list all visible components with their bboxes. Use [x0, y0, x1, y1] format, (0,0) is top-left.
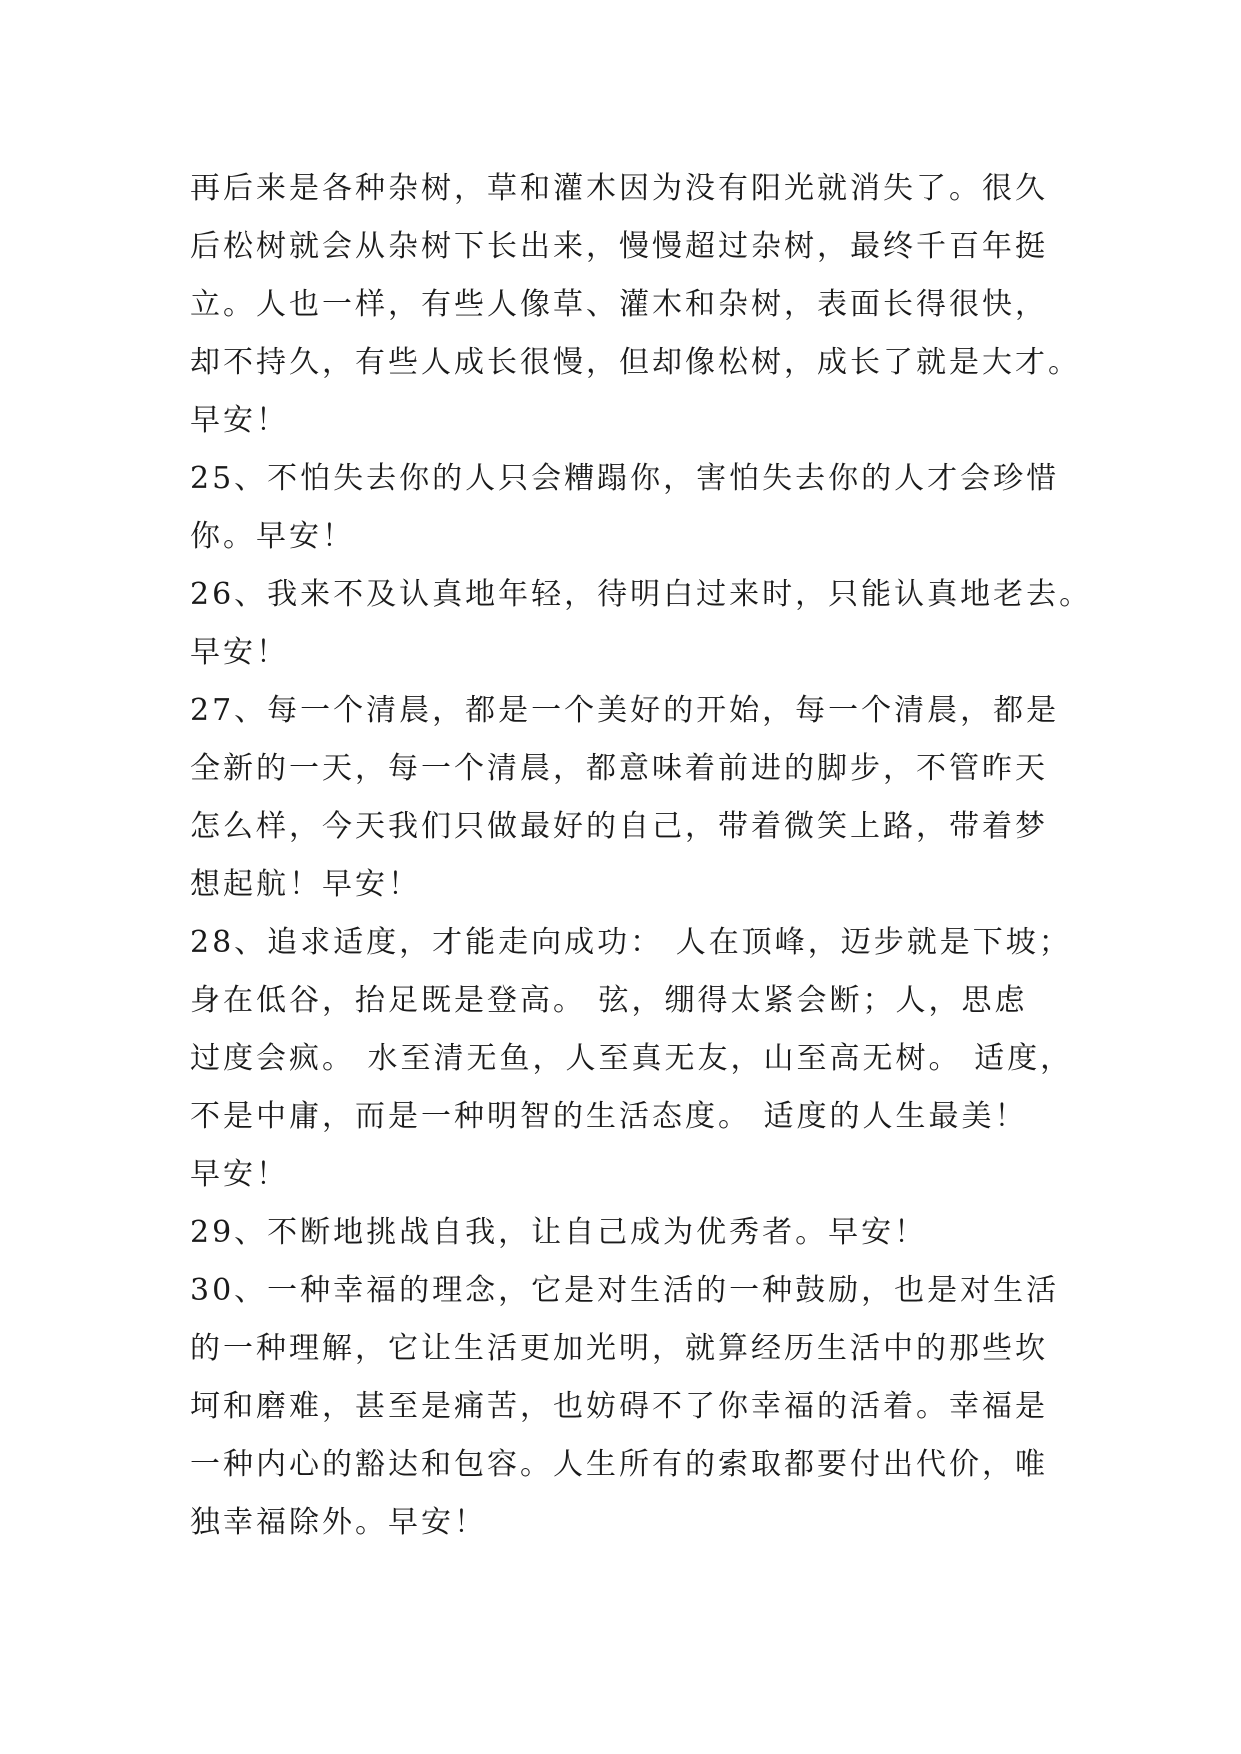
- text-line: 想起航！早安！: [190, 867, 421, 902]
- text-line: 怎么样，今天我们只做最好的自己，带着微笑上路，带着梦: [190, 809, 1048, 844]
- text-line: 后松树就会从杂树下长出来，慢慢超过杂树，最终千百年挺: [190, 229, 1048, 264]
- text-line: 全新的一天，每一个清晨，都意味着前进的脚步，不管昨天: [190, 751, 1048, 786]
- text-line: 你。早安！: [190, 519, 355, 554]
- document-page: [190, 160, 1093, 1552]
- text-line: 过度会疯。 水至清无鱼，人至真无友，山至高无树。 适度，: [190, 1041, 1074, 1076]
- text-line: 不是中庸，而是一种明智的生活态度。 适度的人生最美！: [190, 1099, 1028, 1134]
- text-line: 27、每一个清晨，都是一个美好的开始，每一个清晨，都是: [190, 693, 1060, 728]
- text-line: 立。人也一样，有些人像草、灌木和杂树，表面长得很快，: [190, 287, 1048, 322]
- text-line: 一种内心的豁达和包容。人生所有的索取都要付出代价，唯: [190, 1447, 1048, 1482]
- text-line: 早安！: [190, 635, 289, 670]
- text-line: 再后来是各种杂树，草和灌木因为没有阳光就消失了。很久: [190, 171, 1048, 206]
- text-line: 早安！: [190, 403, 289, 438]
- text-line: 25、不怕失去你的人只会糟蹋你，害怕失去你的人才会珍惜: [190, 461, 1060, 496]
- text-line: 坷和磨难，甚至是痛苦，也妨碍不了你幸福的活着。幸福是: [190, 1389, 1048, 1424]
- text-line: 独幸福除外。早安！: [190, 1505, 487, 1540]
- text-line: 30、一种幸福的理念，它是对生活的一种鼓励，也是对生活: [190, 1273, 1060, 1308]
- text-line: 身在低谷，抬足既是登高。 弦，绷得太紧会断；人，思虑: [190, 983, 1028, 1018]
- text-line: 26、我来不及认真地年轻，待明白过来时，只能认真地老去。: [190, 577, 1093, 612]
- text-line: 的一种理解，它让生活更加光明，就算经历生活中的那些坎: [190, 1331, 1048, 1366]
- text-line: 却不持久，有些人成长很慢，但却像松树，成长了就是大才。: [190, 345, 1081, 380]
- text-line: 早安！: [190, 1157, 289, 1192]
- text-line: 28、追求适度，才能走向成功： 人在顶峰，迈步就是下坡；: [190, 925, 1072, 960]
- text-line: 29、不断地挑战自我，让自己成为优秀者。早安！: [190, 1215, 928, 1250]
